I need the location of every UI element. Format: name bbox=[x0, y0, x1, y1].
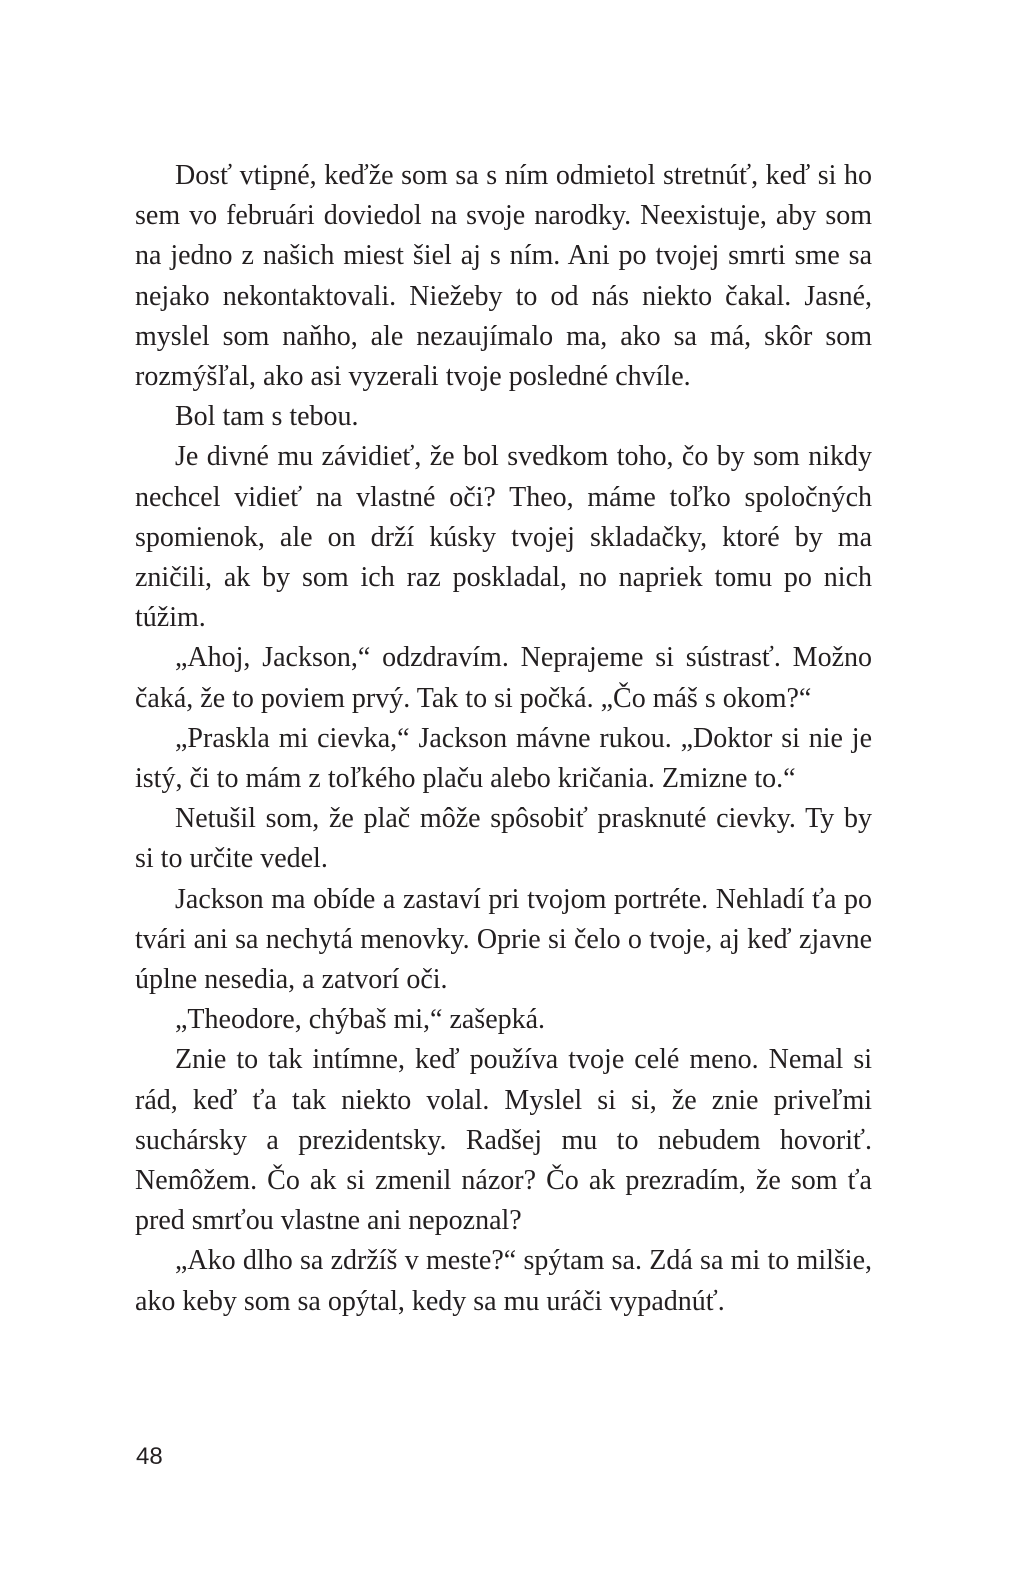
paragraph: Bol tam s tebou. bbox=[175, 401, 359, 433]
body-text bbox=[135, 156, 872, 1322]
paragraph: Dosť vtipné, keďže som sa s ním odmietol stretnúť, keď si ho sem vo februári doviedol na svoje narodky. Neexistuje, aby som na jedno z našich miest šiel aj s ním. Ani po tvojej smrti sme sa nejako nekontaktovali. Niežeby to od nás niekto čakal. Jasné, myslel som naňho, ale nezaujímalo ma, ako sa má, skôr som rozmýšľal, ako asi vyzerali tvoje posledné chvíle. bbox=[135, 160, 872, 393]
paragraph: „Praskla mi cievka,“ Jackson mávne rukou. „Doktor si nie je istý, či to mám z toľkého plaču alebo kričania. Zmizne to.“ bbox=[135, 722, 872, 795]
paragraph: Jackson ma obíde a zastaví pri tvojom portréte. Nehladí ťa po tvári ani sa nechytá menovky. Oprie si čelo o tvoje, aj keď zjavne úplne nesedia, a zatvorí oči. bbox=[135, 883, 872, 996]
paragraph: „Ahoj, Jackson,“ odzdravím. Neprajeme si sústrasť. Možno čaká, že to poviem prvý. Tak to si počká. „Čo máš s okom?“ bbox=[135, 642, 872, 714]
paragraph: „Theodore, chýbaš mi,“ zašepká. bbox=[175, 1004, 546, 1036]
paragraph: Je divné mu závidieť, že bol svedkom toho, čo by som nikdy nechcel vidieť na vlastné oči? Theo, máme toľko spoločných spomienok, ale on drží kúsky tvojej skladačky, ktoré by ma zničili, ak by som ich raz poskladal, no napriek tomu po nich túžim. bbox=[135, 441, 872, 634]
paragraph: Netušil som, že plač môže spôsobiť prasknuté cievky. Ty by si to určite vedel. bbox=[135, 803, 872, 875]
paragraph: „Ako dlho sa zdržíš v meste?“ spýtam sa. Zdá sa mi to milšie, ako keby som sa opýtal, kedy sa mu uráči vypadnúť. bbox=[135, 1245, 872, 1317]
page-number: 48 bbox=[136, 1443, 163, 1470]
paragraph: Znie to tak intímne, keď používa tvoje celé meno. Nemal si rád, keď ťa tak niekto volal. Myslel si si, že znie priveľmi suchársky a prezidentsky. Radšej mu to nebudem hovoriť. Nemôžem. Čo ak si zmenil názor? Čo ak prezradím, že som ťa pred smrťou vlastne ani nepoznal? bbox=[135, 1044, 872, 1237]
